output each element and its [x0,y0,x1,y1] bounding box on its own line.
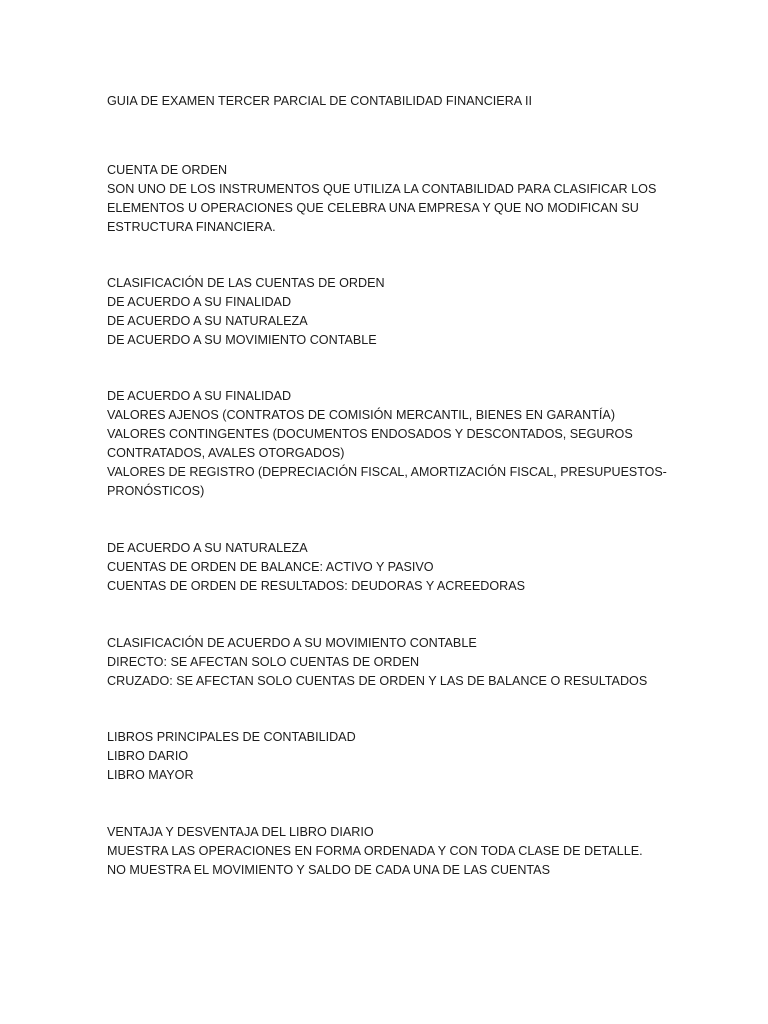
paragraph-line: ELEMENTOS U OPERACIONES QUE CELEBRA UNA EMPRESA Y QUE NO MODIFICAN SU [107,201,639,215]
list-item: DIRECTO: SE AFECTAN SOLO CUENTAS DE ORDEN [107,655,420,669]
list-item: CUENTAS DE ORDEN DE RESULTADOS: DEUDORAS Y ACREEDORAS [107,579,526,593]
paragraph-line: ESTRUCTURA FINANCIERA. [107,220,276,234]
list-item: LIBRO DARIO [107,749,189,763]
list-item-continuation: PRONÓSTICOS) [107,484,205,498]
list-item: DE ACUERDO A SU MOVIMIENTO CONTABLE [107,333,377,347]
section-heading-naturaleza: DE ACUERDO A SU NATURALEZA [107,541,308,555]
list-item: VALORES DE REGISTRO (DEPRECIACIÓN FISCAL, AMORTIZACIÓN FISCAL, PRESUPUESTOS- [107,465,667,479]
list-item: NO MUESTRA EL MOVIMIENTO Y SALDO DE CADA UNA DE LAS CUENTAS [107,863,550,877]
paragraph-line: SON UNO DE LOS INSTRUMENTOS QUE UTILIZA LA CONTABILIDAD PARA CLASIFICAR LOS [107,182,657,196]
list-item: DE ACUERDO A SU NATURALEZA [107,314,308,328]
section-heading-finalidad: DE ACUERDO A SU FINALIDAD [107,389,292,403]
list-item: VALORES CONTINGENTES (DOCUMENTOS ENDOSADOS Y DESCONTADOS, SEGUROS [107,427,633,441]
list-item-continuation: CONTRATADOS, AVALES OTORGADOS) [107,446,345,460]
document-title: GUIA DE EXAMEN TERCER PARCIAL DE CONTABILIDAD FINANCIERA II [107,94,533,108]
list-item: DE ACUERDO A SU FINALIDAD [107,295,292,309]
section-heading-clasificacion: CLASIFICACIÓN DE LAS CUENTAS DE ORDEN [107,276,385,290]
list-item: CUENTAS DE ORDEN DE BALANCE: ACTIVO Y PASIVO [107,560,434,574]
list-item: LIBRO MAYOR [107,768,194,782]
list-item: CRUZADO: SE AFECTAN SOLO CUENTAS DE ORDEN Y LAS DE BALANCE O RESULTADOS [107,674,648,688]
section-heading-ventaja-desventaja: VENTAJA Y DESVENTAJA DEL LIBRO DIARIO [107,825,374,839]
list-item: MUESTRA LAS OPERACIONES EN FORMA ORDENADA Y CON TODA CLASE DE DETALLE. [107,844,643,858]
section-heading-cuenta-de-orden: CUENTA DE ORDEN [107,163,228,177]
list-item: VALORES AJENOS (CONTRATOS DE COMISIÓN MERCANTIL, BIENES EN GARANTÍA) [107,408,616,422]
section-heading-libros: LIBROS PRINCIPALES DE CONTABILIDAD [107,730,356,744]
section-heading-movimiento-contable: CLASIFICACIÓN DE ACUERDO A SU MOVIMIENTO CONTABLE [107,636,477,650]
